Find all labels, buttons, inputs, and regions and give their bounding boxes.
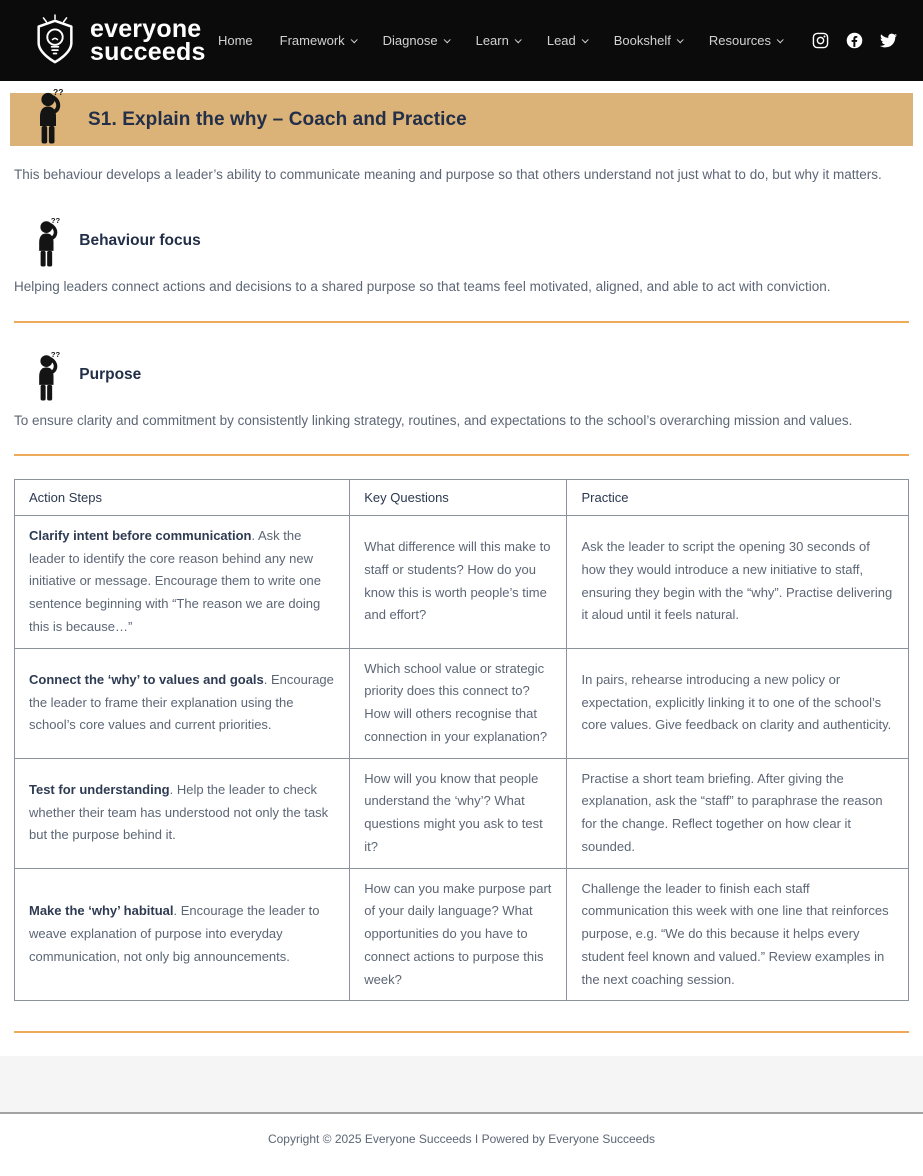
action-steps-cell bbox=[15, 758, 350, 868]
action-steps-cell bbox=[15, 515, 350, 648]
nav-item-framework[interactable]: Framework bbox=[280, 33, 356, 48]
brand-name: everyone succeeds bbox=[90, 14, 206, 66]
action-steps-cell bbox=[15, 648, 350, 758]
action-step-detail: . Ask the leader to identify the core reason behind any new initiative or message. Encourage them to write one sentence beginning with “The reason we are doing this is because…” bbox=[29, 527, 321, 634]
nav-item-learn[interactable]: Learn bbox=[476, 33, 520, 48]
main-content bbox=[0, 165, 923, 1033]
chevron-down-icon bbox=[777, 36, 784, 43]
action-step-title: Connect the ‘why’ to values and goals bbox=[29, 671, 264, 687]
table-row bbox=[15, 515, 909, 648]
section-behaviour-focus bbox=[32, 215, 909, 267]
intro-paragraph: This behaviour develops a leader’s ability to communicate meaning and purpose so that others understand not just what to do, but why it matters. bbox=[14, 167, 882, 182]
brand-logo[interactable] bbox=[30, 14, 206, 68]
chevron-down-icon bbox=[677, 36, 684, 43]
nav-item-home[interactable]: Home bbox=[217, 33, 253, 48]
chevron-down-icon bbox=[515, 36, 522, 43]
nav-item-resources[interactable]: Resources bbox=[709, 33, 782, 48]
accent-divider bbox=[14, 321, 909, 323]
table-row bbox=[15, 758, 909, 868]
facebook-icon[interactable] bbox=[846, 32, 863, 49]
confused-person-icon bbox=[32, 215, 64, 267]
chevron-down-icon bbox=[581, 36, 588, 43]
action-step-detail: . Encourage the leader to weave explanation of purpose into everyday communication, not only big announcements. bbox=[29, 903, 320, 964]
table-row bbox=[15, 648, 909, 758]
chevron-down-icon bbox=[350, 36, 357, 43]
practice-cell: Ask the leader to script the opening 30 seconds of how they would introduce a new initiative to staff, ensuring they begin with the “why”. Practise delivering it aloud until it feels natural. bbox=[567, 515, 909, 648]
instagram-icon[interactable] bbox=[812, 32, 829, 49]
key-questions-cell: How can you make purpose part of your daily language? What opportunities do you have to connect actions to purpose this week? bbox=[350, 868, 567, 1001]
shield-lightbulb-logo-icon bbox=[30, 14, 80, 68]
accent-divider bbox=[14, 1031, 909, 1033]
table-header-row bbox=[15, 479, 909, 515]
section-paragraph: Helping leaders connect actions and decisions to a shared purpose so that teams feel motivated, aligned, and able to act with conviction. bbox=[14, 279, 831, 295]
svg-text:??: ?? bbox=[50, 349, 61, 359]
action-step-title: Test for understanding bbox=[29, 781, 170, 797]
social-links bbox=[812, 32, 897, 49]
svg-text:??: ?? bbox=[53, 87, 64, 97]
key-questions-cell: Which school value or strategic priority does this connect to? How will others recognise that connection in your explanation? bbox=[350, 648, 567, 758]
copyright-text: Copyright © 2025 Everyone Succeeds I Powered by Everyone Succeeds bbox=[267, 1132, 656, 1147]
column-header-action-steps: Action Steps bbox=[15, 479, 350, 515]
action-step-title: Clarify intent before communication bbox=[29, 527, 252, 543]
column-header-practice: Practice bbox=[567, 479, 909, 515]
action-step-detail: . Help the leader to check whether their team has understood not only the task but the purpose behind it. bbox=[29, 781, 329, 843]
chevron-down-icon bbox=[443, 36, 450, 43]
action-steps-cell bbox=[15, 868, 350, 1001]
table-row bbox=[15, 868, 909, 1001]
practice-cell: Challenge the leader to finish each staff communication this week with one line that reinforces purpose, e.g. “We do this because it helps every student feel known and valued.” Review examples in the next coaching session. bbox=[567, 868, 909, 1001]
accent-divider bbox=[14, 454, 909, 456]
key-questions-cell: How will you know that people understand the ‘why’? What questions might you ask to test it? bbox=[350, 758, 567, 868]
svg-text:??: ?? bbox=[50, 216, 61, 226]
site-header bbox=[0, 0, 923, 81]
page-title: S1. Explain the why – Coach and Practice bbox=[88, 108, 467, 130]
confused-person-icon bbox=[32, 86, 68, 144]
coaching-table bbox=[14, 479, 909, 1002]
confused-person-icon bbox=[32, 349, 64, 401]
site-footer bbox=[0, 1112, 923, 1176]
practice-cell: In pairs, rehearse introducing a new policy or expectation, explicitly linking it to one of the school’s core values. Give feedback on clarity and authenticity. bbox=[567, 648, 909, 758]
section-heading: Behaviour focus bbox=[79, 232, 201, 250]
twitter-icon[interactable] bbox=[880, 32, 897, 49]
nav-item-bookshelf[interactable]: Bookshelf bbox=[614, 33, 682, 48]
page-title-banner bbox=[10, 87, 913, 146]
action-step-detail: . Encourage the leader to frame their explanation using the school’s core values and current priorities. bbox=[29, 671, 334, 733]
section-heading: Purpose bbox=[79, 365, 142, 383]
key-questions-cell: What difference will this make to staff or students? How do you know this is worth people’s time and effort? bbox=[350, 515, 567, 648]
nav-item-diagnose[interactable]: Diagnose bbox=[383, 33, 449, 48]
section-purpose bbox=[32, 349, 909, 401]
section-paragraph: To ensure clarity and commitment by consistently linking strategy, routines, and expectations to the school’s overarching mission and values. bbox=[14, 412, 853, 428]
main-nav bbox=[218, 33, 782, 48]
column-header-key-questions: Key Questions bbox=[350, 479, 567, 515]
nav-item-lead[interactable]: Lead bbox=[547, 33, 587, 48]
practice-cell: Practise a short team briefing. After giving the explanation, ask the “staff” to paraphrase the reason for the change. Reflect together on how clear it sounded. bbox=[567, 758, 909, 868]
pre-footer-band bbox=[0, 1056, 923, 1112]
action-step-title: Make the ‘why’ habitual bbox=[29, 903, 174, 919]
